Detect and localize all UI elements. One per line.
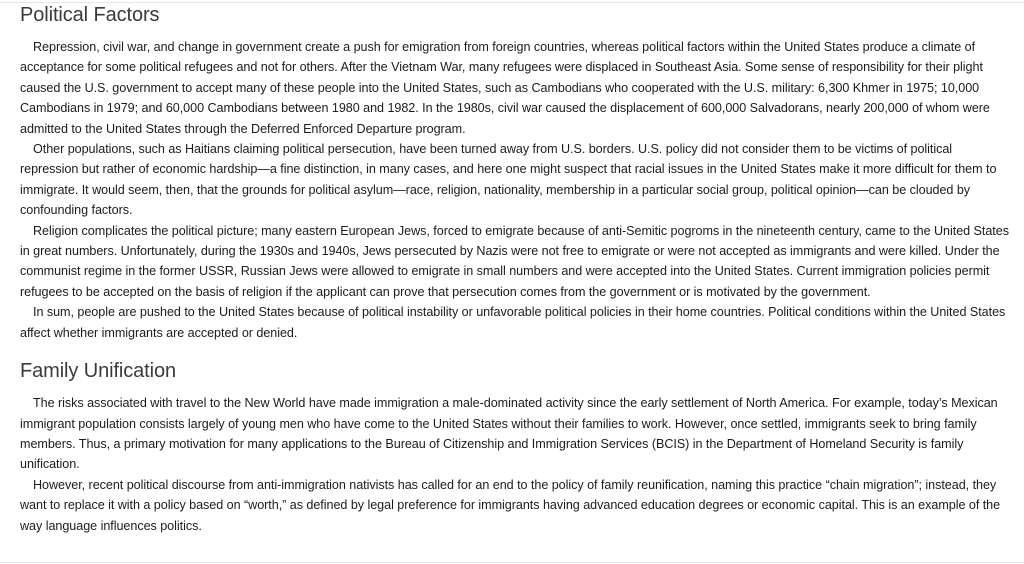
bottom-divider bbox=[0, 562, 1024, 563]
paragraph: Other populations, such as Haitians claiming political persecution, have been turned away from U.S. borders. U.S. policy did not consider them to be victims of political repression but rather of economic hardship—a fine distinction, in many cases, and here one might suspect that racial issues in the United States make it more difficult for them to immigrate. It would seem, then, that the grounds for political asylum—race, religion, nationality, membership in a particular social group, political opinion—can be clouded by confounding factors. bbox=[20, 142, 997, 218]
paragraph: Religion complicates the political picture; many eastern European Jews, forced to emigrate because of anti-Semitic pogroms in the nineteenth century, came to the United States in great numbers. Unfortunately, during the 1930s and 1940s, Jews persecuted by Nazis were not free to emigrate or were not accepted as immigrants and were killed. Under the communist regime in the former USSR, Russian Jews were allowed to emigrate in small numbers and were accepted into the United States. Current immigration policies permit refugees to be accepted on the basis of religion if the applicant can prove that persecution comes from the government or is motivated by the government. bbox=[20, 223, 1009, 299]
article-body bbox=[20, 3, 1012, 536]
section-political-factors bbox=[20, 3, 1012, 343]
paragraph: The risks associated with travel to the New World have made immigration a male-dominated activity since the early settlement of North America. For example, today’s Mexican immigrant population consists largely of young men who have come to the United States without their families to work. However, once settled, immigrants seek to bring family members. Thus, a primary motivation for many applications to the Bureau of Citizenship and Immigration Services (BCIS) in the Department of Homeland Security is family unification. bbox=[20, 396, 998, 472]
paragraph: However, recent political discourse from anti-immigration nativists has called for an end to the policy of family reunification, naming this practice “chain migration”; instead, they want to replace it with a policy based on “worth,” as defined by legal preference for immigrants having advanced education degrees or economic capital. This is an example of the way language influences politics. bbox=[20, 477, 1001, 533]
section-family-unification bbox=[20, 359, 1012, 536]
paragraph: Repression, civil war, and change in government create a push for emigration from foreign countries, whereas political factors within the United States produce a climate of acceptance for some political refugees and not for others. After the Vietnam War, many refugees were displaced in Southeast Asia. Some sense of responsibility for their plight caused the U.S. government to accept many of these people into the United States, such as Cambodians who cooperated with the U.S. military: 6,300 Khmer in 1975; 10,000 Cambodians in 1979; and 60,000 Cambodians between 1980 and 1982. In the 1980s, civil war caused the displacement of 600,000 Salvadorans, nearly 200,000 of whom were admitted to the United States through the Deferred Enforced Departure program. bbox=[20, 40, 990, 136]
section-heading: Political Factors bbox=[20, 4, 160, 26]
paragraph: In sum, people are pushed to the United States because of political instability or unfavorable political policies in their home countries. Political conditions within the United States affect whether immigrants are accepted or denied. bbox=[20, 305, 1006, 340]
section-heading: Family Unification bbox=[20, 360, 177, 383]
